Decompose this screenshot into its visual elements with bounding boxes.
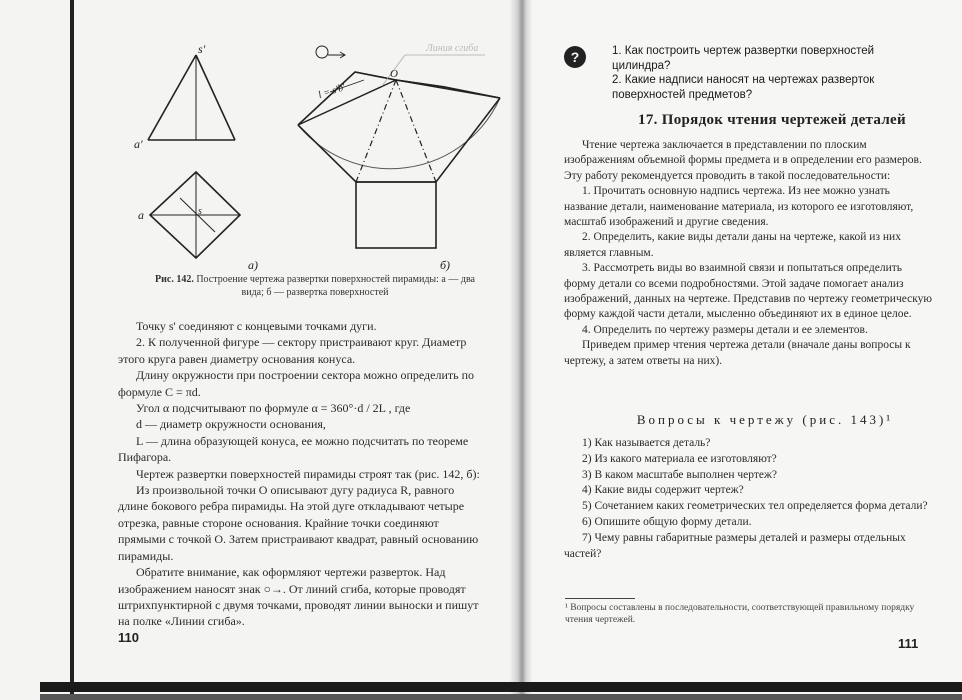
paragraph: L — длина образующей конуса, ее можно подсчитать по теореме Пифагора. xyxy=(118,433,469,465)
paragraph: d — диаметр окружности основания, xyxy=(136,417,326,432)
drawing-questions xyxy=(564,436,934,562)
drawing-question: 2) Из какого материала ее изготовляют? xyxy=(582,452,777,465)
paragraph: Угол α подсчитывают по формуле α = 360°·d / 2L , где xyxy=(136,401,411,416)
label-s: s xyxy=(198,206,202,217)
step-paragraph: 1. Прочитать основную надпись чертежа. Из нее можно узнать название детали, наименование материала, из которого ее изготовляют, масштаб изображений и другие сведения. xyxy=(564,185,914,229)
section-title: 17. Порядок чтения чертежей деталей xyxy=(638,112,906,128)
drawing-question: 6) Опишите общую форму детали. xyxy=(582,515,752,528)
review-question: 1. Как построить чертеж развертки поверхностей цилиндра? xyxy=(612,45,875,72)
caption-number: Рис. 142. xyxy=(155,274,194,285)
intro-paragraph: Чтение чертежа заключается в представлении по плоским изображениям объемной формы предмета и в определении его размеров. Эту работу рекомендуется проводить в такой последовательности: xyxy=(564,139,922,182)
step-paragraph: 3. Рассмотреть виды во взаимной связи и попытаться определить форму детали со всеми подробностями. Этой задаче помогает анализ изображений, данных на чертеже. Представив по чертежу геометрическую форму каждой части детали, мысленно объединяют их в единое целое. xyxy=(564,262,932,321)
left-body-text xyxy=(118,318,486,630)
page-number-left: 110 xyxy=(118,630,139,645)
label-a: a xyxy=(138,208,144,222)
label-o: O xyxy=(390,68,398,80)
figure-142 xyxy=(0,0,520,275)
page-number-right: 111 xyxy=(898,636,919,651)
label-fold-line: Линия сгиба xyxy=(426,43,479,54)
drawing-question: 7) Чему равны габаритные размеры деталей и размеры отдельных частей? xyxy=(564,531,906,560)
scan-border-lower xyxy=(40,694,962,700)
footnote: ¹ Вопросы составлены в последовательности, соответствующей правильному порядку чтения чертежей. xyxy=(565,603,915,625)
drawing-question: 5) Сочетанием каких геометрических тел определяется форма детали? xyxy=(582,500,928,513)
paragraph: Длину окружности при построении сектора можно определить по формуле С = πd. xyxy=(118,368,475,399)
book-spine xyxy=(510,0,532,700)
drawing-question: 1) Как называется деталь? xyxy=(582,437,711,449)
review-question: 2. Какие надписи наносят на чертежах разверток поверхностей предметов? xyxy=(612,74,875,101)
paragraph: Обратите внимание, как оформляют чертежи разверток. Над изображением наносят знак ○→. От линий сгиба, которые проводят штрихпунктирной с двумя точками, проводят линии выноски и пишут на полке «Линии сгиба». xyxy=(118,565,479,629)
svg-text:?: ? xyxy=(570,49,580,65)
review-questions xyxy=(612,44,932,102)
question-icon xyxy=(562,44,588,70)
step-paragraph: 4. Определить по чертежу размеры детали и ее элементов. xyxy=(582,323,868,336)
step-paragraph: 2. Определить, какие виды детали даны на чертеже, какой из них является главным. xyxy=(564,231,901,259)
paragraph: Чертеж развертки поверхностей пирамиды строят так (рис. 142, б): xyxy=(136,466,480,481)
scan-border xyxy=(40,682,962,692)
figure-caption xyxy=(150,273,480,299)
drawing-question: 3) В каком масштабе выполнен чертеж? xyxy=(582,468,778,481)
paragraph: Из произвольной точки О описывают дугу радиуса R, равного длине бокового ребра пирамиды. На этой дуге откладывают четыре отрезка, равные стороне основания. Крайние точки соединяют прямыми с точкой О. Затем пристраивают квадрат, равный основанию пирамиды. xyxy=(118,483,479,563)
label-a-prime: a' xyxy=(134,137,143,151)
label-sub-a: а) xyxy=(248,258,258,272)
label-l: l = s'b' xyxy=(316,81,347,102)
paragraph: Точку s' соединяют с концевыми точками дуги. xyxy=(136,319,377,333)
label-sub-b: б) xyxy=(440,258,451,272)
footnote-rule xyxy=(565,598,635,599)
paragraph: 2. К полученной фигуре — сектору пристраивают круг. Диаметр этого круга равен диаметру основания конуса. xyxy=(118,335,467,366)
right-body-text xyxy=(564,138,934,369)
step-paragraph: Приведем пример чтения чертежа детали (вначале даны вопросы к чертежу, а затем ответы на них). xyxy=(564,339,911,367)
caption-text: Построение чертежа развертки поверхностей пирамиды: а — два вида; б — развертка поверхностей xyxy=(196,274,475,298)
drawing-question: 4) Какие виды содержит чертеж? xyxy=(582,484,744,497)
label-s-prime: s' xyxy=(198,42,206,56)
questions-heading: Вопросы к чертежу (рис. 143)¹ xyxy=(636,412,894,427)
